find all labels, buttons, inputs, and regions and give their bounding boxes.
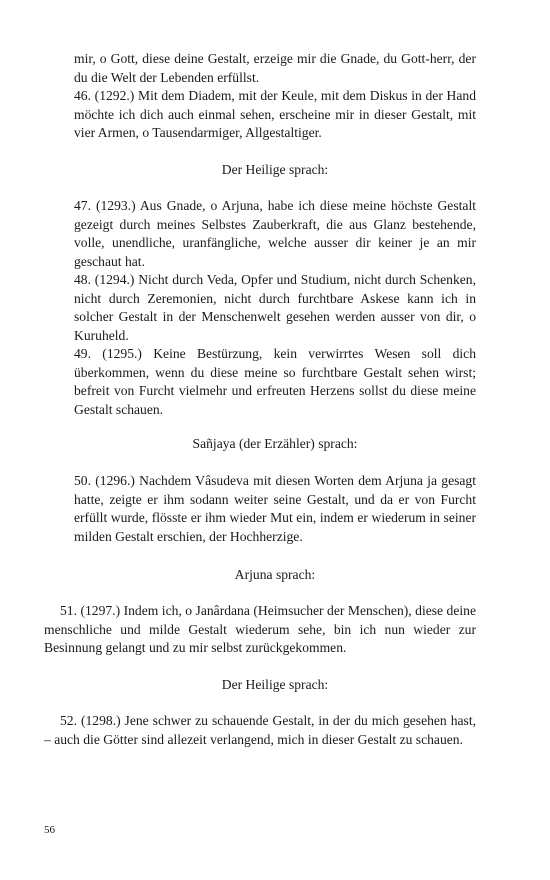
text-block-3 xyxy=(74,472,476,546)
text-block-5 xyxy=(44,712,476,749)
verse-52: 52. (1298.) Jene schwer zu schauende Gestalt, in der du mich gesehen hast, – auch die Götter sind allezeit verlangend, mich in dieser Gestalt zu schauen. xyxy=(44,713,476,747)
speaker-heading-heilige: Der Heilige sprach: xyxy=(221,162,329,177)
verse-49: 49. (1295.) Keine Bestürzung, kein verwirrtes Wesen soll dich überkommen, wenn du diese meine so furchtbare Gestalt sehen wirst; befreit von Furcht vielmehr und erfreuten Herzens sollst du diese meine Gestalt schauen. xyxy=(74,346,476,417)
text-block-1 xyxy=(74,50,476,143)
verse-50: 50. (1296.) Nachdem Vâsudeva mit diesen Worten dem Arjuna ja gesagt hatte, zeigte er ihm sodann weiter seine Gestalt, und da er von Furcht erfüllt wurde, flösste er ihm wieder Mut ein, indem er wiederum in seiner milden Gestalt erschien, der Hochherzige. xyxy=(74,473,476,544)
verse-51: 51. (1297.) Indem ich, o Janârdana (Heimsucher der Menschen), diese deine menschliche und milde Gestalt wiederum sehe, bin ich nun wieder zur Besinnung gelangt und zu mir selbst zurückgekommen. xyxy=(44,603,476,655)
page-number: 56 xyxy=(44,824,55,836)
text-block-2 xyxy=(74,197,476,419)
verse-continuation: mir, o Gott, diese deine Gestalt, erzeige mir die Gnade, du Gott-herr, der du die Welt der Lebenden erfüllst. xyxy=(74,51,476,85)
speaker-heading-arjuna: Arjuna sprach: xyxy=(234,567,316,582)
verse-48: 48. (1294.) Nicht durch Veda, Opfer und Studium, nicht durch Schenken, nicht durch Zeremonien, nicht durch furchtbare Askese kann ich in solcher Gestalt in der Menschenwelt gesehen werden ausser von dir, o Kuruheld. xyxy=(74,272,476,343)
verse-46: 46. (1292.) Mit dem Diadem, mit der Keule, mit dem Diskus in der Hand möchte ich dich auch einmal sehen, erscheine mir in dieser Gestalt, mit vier Armen, o Tausendarmiger, Allgestaltiger. xyxy=(74,88,476,140)
text-block-4 xyxy=(44,602,476,658)
speaker-heading-heilige-2: Der Heilige sprach: xyxy=(221,677,329,692)
speaker-heading-sanjaya: Sañjaya (der Erzähler) sprach: xyxy=(192,436,358,451)
verse-47: 47. (1293.) Aus Gnade, o Arjuna, habe ich diese meine höchste Gestalt gezeigt durch meines Selbstes Zauberkraft, die aus Glanz bestehende, volle, unendliche, uranfängliche, welche ausser dir keiner je an mir geschaut hat. xyxy=(74,198,476,269)
